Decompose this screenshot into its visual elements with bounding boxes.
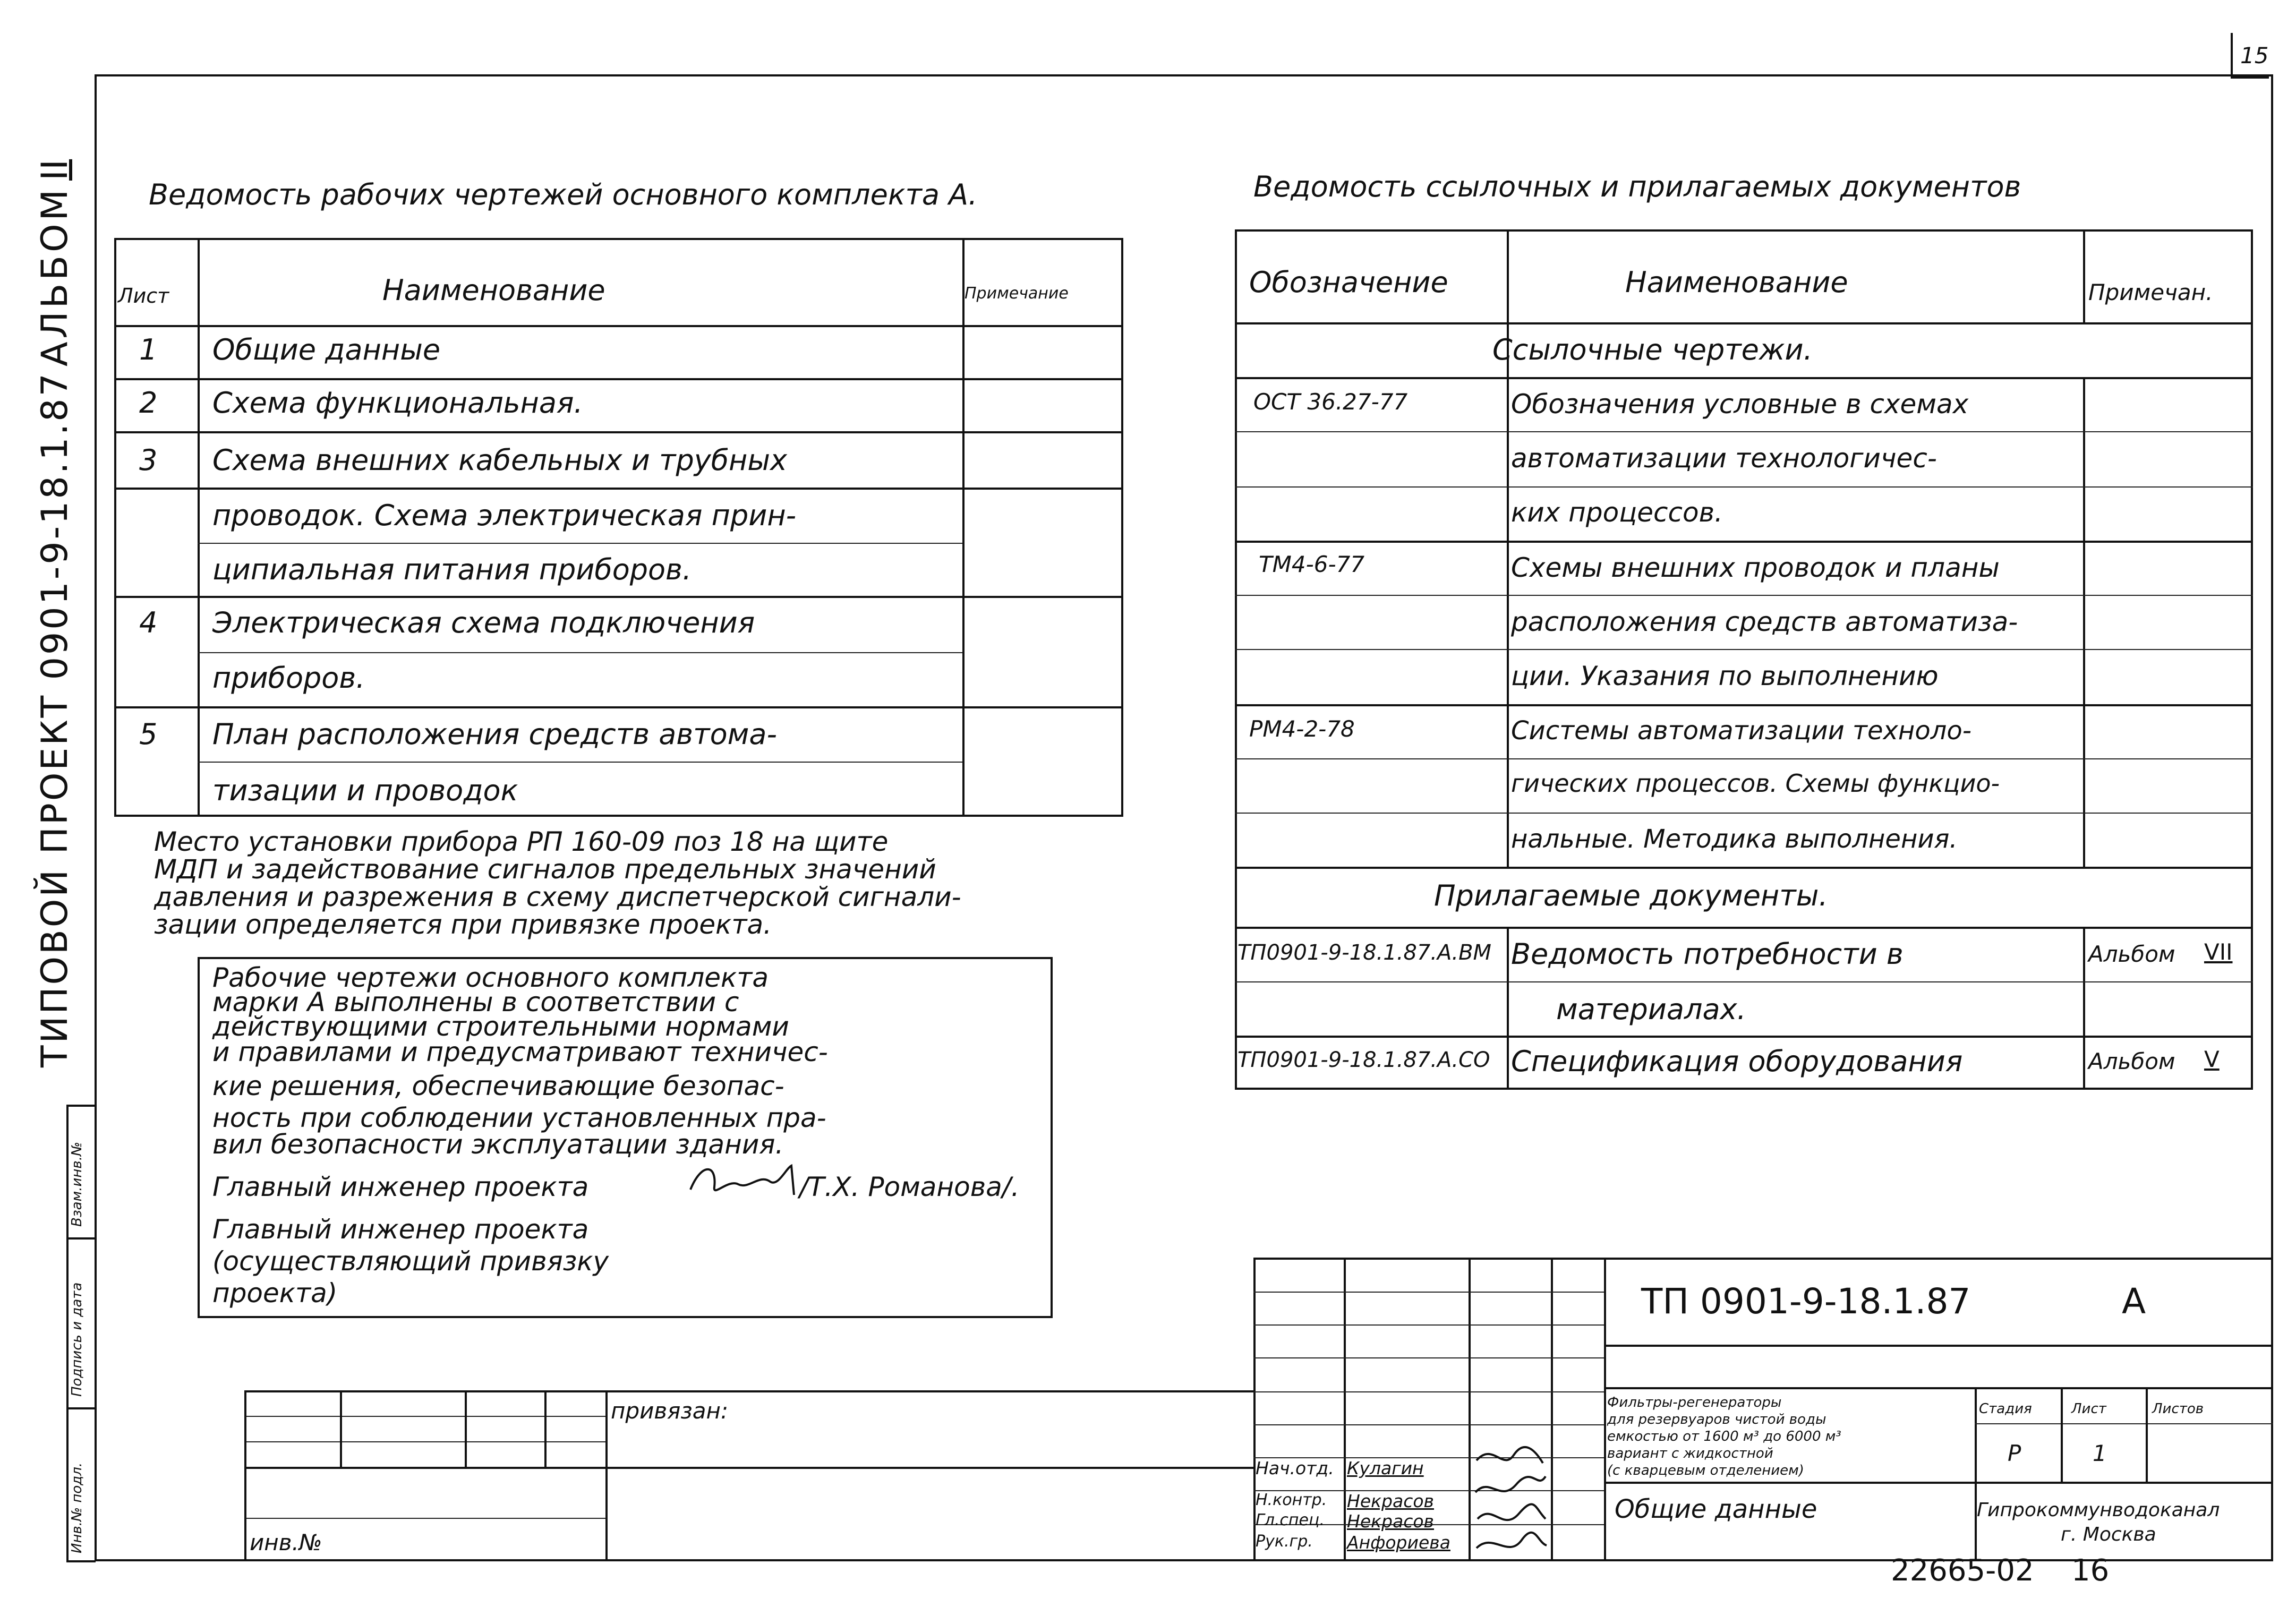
ref-col-2b (2083, 377, 2085, 867)
ref2-designation-1: ТП0901-9-18.1.87.А.ВМ (1237, 941, 1492, 965)
ref-section1-title: Ссылочные чертежи. (1492, 333, 1813, 366)
ref-col-1a (1507, 229, 1509, 867)
chief-engineer-signature (685, 1158, 813, 1206)
ref-section2-top (1235, 867, 2253, 869)
ref2-note-1: Альбом (2088, 941, 2175, 967)
ref-col-2c (2083, 927, 2085, 1090)
tb-row-4 (1253, 1391, 1604, 1392)
tb-sheets-label: Листов (2152, 1401, 2204, 1417)
drawings-sub-line-1 (198, 543, 962, 544)
tb-signer-name-3: Некрасов (1347, 1511, 1435, 1532)
tb-col-1 (1344, 1258, 1346, 1561)
tb-code-bottom (1604, 1345, 2273, 1347)
ref-line-5 (1235, 649, 2253, 650)
tb-object-line-5: (с кварцевым отделением) (1607, 1463, 1804, 1478)
tb-drawing-name: Общие данные (1615, 1494, 1817, 1524)
side-project-title: ТИПОВОЙ ПРОЕКТ 0901-9-18.1.87 (34, 371, 76, 1067)
bind-sub-line-1 (244, 1416, 605, 1417)
tb-right-col (1975, 1387, 1977, 1561)
podpis-data-label: Подпись и дата (69, 1282, 85, 1397)
ref-col-1b (1507, 927, 1509, 1090)
ref-line-8 (1235, 813, 2253, 814)
tb-row-3 (1253, 1357, 1604, 1358)
ref2-designation-2: ТП0901-9-18.1.87.А.СО (1237, 1048, 1490, 1072)
bottom-sheet: 16 (2071, 1553, 2110, 1588)
ref1-name-9: нальные. Методика выполнения. (1511, 824, 1958, 854)
ref2-note-roman-3: V (2204, 1046, 2220, 1072)
note-line-3: давления и разрежения в схему диспетчерской сигнали- (154, 882, 961, 912)
ref-line-2 (1235, 486, 2253, 488)
tb-stage-col-2 (2146, 1387, 2148, 1482)
row-name-4: Электрическая схема подключения (212, 606, 755, 639)
row-name-1: Общие данные (212, 333, 441, 366)
chief-engineer-name: /Т.Х. Романова/. (799, 1172, 1020, 1202)
ref2-name-1: Ведомость потребности в (1511, 937, 1904, 971)
ref-section2-title: Прилагаемые документы. (1434, 879, 1828, 912)
row-sheet-1: 1 (139, 333, 158, 366)
tb-city: г. Москва (2061, 1524, 2156, 1545)
side-album-roman: II (34, 159, 76, 181)
ref-line-1 (1235, 431, 2253, 432)
ref-line-6 (1235, 704, 2253, 706)
vzam-inv-label: Взам.инв.№ (69, 1142, 85, 1227)
chief-engineer-label: Главный инженер проекта (212, 1172, 589, 1202)
side-album-label: АЛЬБОМ (34, 186, 76, 366)
page-number: 15 (2240, 42, 2269, 69)
tb-object-line-3: емкостью от 1600 м³ до 6000 м³ (1607, 1429, 1841, 1444)
cert-line-7: вил безопасности эксплуатации здания. (212, 1129, 784, 1160)
side-column-divider (66, 1105, 69, 1561)
row-name-5: План расположения средств автома- (212, 717, 777, 751)
side-divider-1 (66, 1237, 96, 1240)
tb-col-2 (1469, 1258, 1471, 1561)
bind-col-4 (605, 1390, 608, 1561)
row-name-5b: тизации и проводок (212, 774, 518, 807)
row-sheet-3: 3 (139, 443, 158, 477)
ref2-name-3: Спецификация оборудования (1511, 1045, 1963, 1078)
tb-top-line (1253, 1258, 2273, 1260)
cert-line-5: кие решения, обеспечивающие безопас- (212, 1071, 784, 1101)
ref1-designation-2: ТМ4-6-77 (1259, 551, 1365, 577)
tb-stage: Р (2008, 1440, 2021, 1466)
tb-object-line-4: вариант с жидкостной (1607, 1446, 1773, 1461)
ref1-name-4: Схемы внешних проводок и планы (1511, 552, 2000, 583)
ref-col-2a (2083, 229, 2085, 322)
ref2-note-3: Альбом (2088, 1048, 2175, 1074)
row-name-3b: проводок. Схема электрическая прин- (212, 499, 797, 532)
drawings-row-line-4 (114, 596, 1123, 598)
tb-signer-name-4: Анфориева (1347, 1532, 1450, 1553)
tb-row-2 (1253, 1324, 1604, 1326)
drawings-sub-line-2 (198, 652, 962, 653)
note-line-4: зации определяется при привязке проекта. (154, 909, 772, 940)
ref1-name-8: гических процессов. Схемы функцио- (1511, 769, 2000, 798)
tb-col-3 (1551, 1258, 1553, 1561)
tb-signatures (1471, 1439, 1551, 1561)
tb-mark: А (2122, 1281, 2146, 1322)
ref2-name-2: материалах. (1556, 993, 1746, 1026)
drawings-sub-line-3 (198, 762, 962, 763)
chief2-line-3: проекта) (212, 1278, 338, 1309)
row-name-3: Схема внешних кабельных и трубных (212, 443, 787, 477)
ref-line-10 (1235, 1036, 2253, 1038)
ref-line-9 (1235, 981, 2253, 982)
note-line-2: МДП и задействование сигналов предельных значений (154, 854, 936, 885)
tb-row-5 (1253, 1424, 1604, 1425)
cert-line-2: марки А выполнены в соответствии с (212, 987, 739, 1018)
tb-object-line-1: Фильтры-регенераторы (1607, 1395, 1782, 1411)
inv-label: инв.№ (250, 1529, 322, 1555)
tb-signer-role-4: Рук.гр. (1256, 1532, 1313, 1551)
header-sheet: Лист (118, 284, 169, 307)
ref1-name-5: расположения средств автоматиза- (1511, 606, 2018, 637)
tb-stage-col-1 (2061, 1387, 2063, 1482)
tb-signer-name-2: Некрасов (1347, 1491, 1435, 1511)
drawings-row-line-1 (114, 378, 1123, 380)
ref-section2-bottom (1235, 927, 2253, 929)
bind-top-line (244, 1390, 1253, 1392)
ref-line-7 (1235, 758, 2253, 759)
bind-col-2 (465, 1390, 467, 1467)
tb-signer-role-3: Гл.спец. (1256, 1511, 1325, 1529)
bind-col-3 (544, 1390, 547, 1467)
side-divider-2 (66, 1407, 96, 1409)
header-note: Примечание (965, 284, 1069, 303)
chief2-line-2: (осуществляющий привязку (212, 1246, 609, 1277)
inv-podl-label: Инв.№ подл. (69, 1462, 85, 1553)
drawings-list-title: Ведомость рабочих чертежей основного комплекта А. (149, 178, 978, 211)
tb-sheet-label: Лист (2071, 1401, 2106, 1417)
drawings-row-line-5 (114, 706, 1123, 708)
ref-line-4 (1235, 595, 2253, 596)
cert-line-1: Рабочие чертежи основного комплекта (212, 962, 769, 993)
tb-signer-name-1: Кулагин (1347, 1458, 1424, 1478)
tb-stage-line (1975, 1423, 2273, 1424)
privyazan-label: привязан: (611, 1398, 729, 1424)
tb-sheet: 1 (2093, 1440, 2107, 1466)
side-column-top (66, 1105, 96, 1107)
ref-header-name: Наименование (1625, 266, 1848, 299)
tb-row-1 (1253, 1292, 1604, 1293)
tb-name-line (1604, 1482, 2273, 1484)
bind-sub-line-3 (244, 1518, 605, 1519)
tb-col-4 (1604, 1258, 1606, 1561)
drawings-header-line (114, 325, 1123, 327)
cert-line-6: ность при соблюдении установленных пра- (212, 1102, 826, 1133)
ref-line-3 (1235, 541, 2253, 543)
ref-section1-line (1235, 377, 2253, 379)
ref-header-designation: Обозначение (1249, 266, 1448, 299)
tb-mid-line (1604, 1387, 2273, 1389)
ref-header-note: Примечан. (2088, 279, 2213, 305)
side-column-bottom (66, 1560, 96, 1562)
ref1-name-7: Системы автоматизации техноло- (1511, 716, 1972, 746)
row-sheet-5: 5 (139, 717, 158, 751)
ref1-name-1: Обозначения условные в схемах (1511, 389, 1969, 420)
cert-line-4: и правилами и предусматривают техничес- (212, 1037, 828, 1067)
row-name-2: Схема функциональная. (212, 386, 583, 420)
tb-organization: Гипрокоммунводоканал (1977, 1499, 2220, 1521)
ref1-name-2: автоматизации технологичес- (1511, 443, 1937, 474)
chief2-line-1: Главный инженер проекта (212, 1214, 589, 1245)
row-sheet-4: 4 (139, 606, 158, 639)
page-number-box (2231, 33, 2269, 79)
tb-signer-role-2: Н.контр. (1256, 1491, 1327, 1509)
bind-col-1 (340, 1390, 342, 1467)
ref1-name-3: ких процессов. (1511, 497, 1723, 528)
bind-sub-line-2 (244, 1441, 605, 1442)
tb-project-code: ТП 0901-9-18.1.87 (1641, 1281, 1971, 1322)
drawings-row-line-3 (114, 488, 1123, 490)
tb-stage-label: Стадия (1979, 1401, 2032, 1417)
bind-col-0 (244, 1390, 246, 1561)
drawings-row-line-2 (114, 431, 1123, 433)
ref2-note-roman-1: VII (2204, 939, 2233, 965)
ref1-designation-3: РМ4-2-78 (1249, 716, 1355, 742)
header-name: Наименование (382, 273, 605, 307)
ref-header-line (1235, 322, 2253, 324)
tb-object-line-2: для резервуаров чистой воды (1607, 1412, 1826, 1428)
reference-list-title: Ведомость ссылочных и прилагаемых документов (1253, 170, 2021, 203)
ref1-designation-1: ОСТ 36.27-77 (1253, 389, 1408, 415)
bind-mid-line (244, 1467, 1253, 1469)
bottom-code: 22665-02 (1891, 1553, 2034, 1588)
ref1-name-6: ции. Указания по выполнению (1511, 661, 1939, 691)
row-name-3c: ципиальная питания приборов. (212, 553, 692, 586)
tb-signer-role-1: Нач.отд. (1256, 1458, 1334, 1478)
cert-line-3: действующими строительными нормами (212, 1011, 789, 1042)
row-name-4b: приборов. (212, 661, 365, 695)
note-line-1: Место установки прибора РП 160-09 поз 18 на щите (154, 826, 889, 857)
row-sheet-2: 2 (139, 386, 158, 420)
